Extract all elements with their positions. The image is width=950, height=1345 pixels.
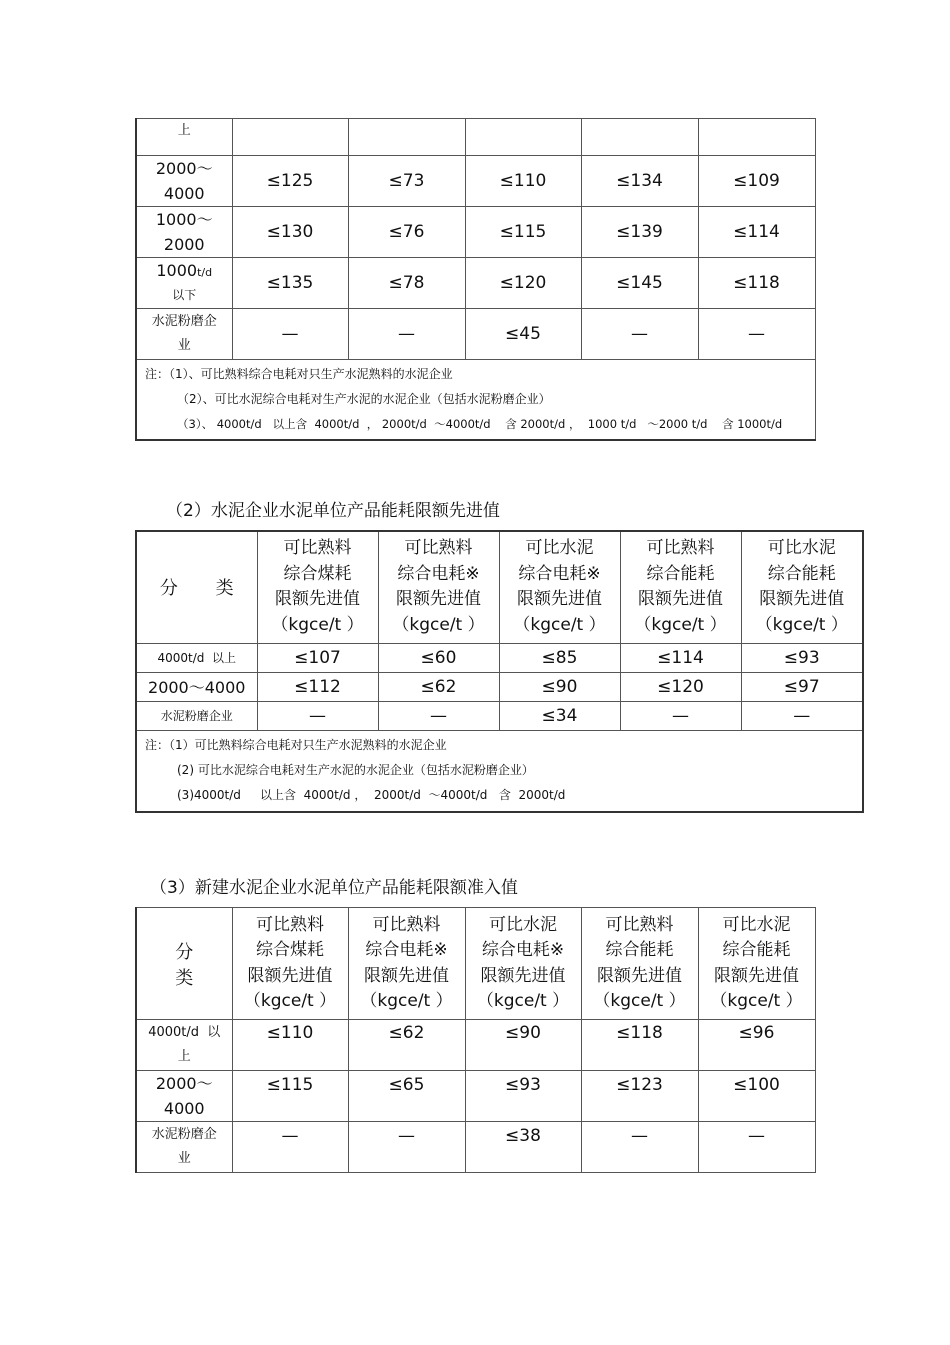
table-2-advanced-values bbox=[135, 530, 864, 813]
table-cell: ≤115 bbox=[465, 207, 581, 258]
table-cell: ≤134 bbox=[581, 156, 698, 207]
table-cell: ≤34 bbox=[499, 701, 620, 730]
table-row bbox=[136, 207, 815, 258]
table-notes bbox=[136, 730, 863, 812]
table-cell: ≤65 bbox=[348, 1071, 465, 1122]
table-cell: ≤109 bbox=[698, 156, 815, 207]
table-row bbox=[136, 1071, 815, 1122]
table-cell: ≤62 bbox=[348, 1020, 465, 1071]
column-header: 可比水泥 综合能耗 限额先进值 （kgce/t ） bbox=[698, 908, 815, 1020]
table-notes bbox=[136, 360, 815, 440]
table-cell: — bbox=[698, 1122, 815, 1173]
table-row bbox=[136, 156, 815, 207]
row-category: 1000t/d 以下 bbox=[136, 258, 232, 309]
table-cell: ≤120 bbox=[620, 672, 741, 701]
table-cell: ≤123 bbox=[581, 1071, 698, 1122]
table-cell: ≤145 bbox=[581, 258, 698, 309]
note-line: （2）、可比水泥综合电耗对生产水泥的水泥企业（包括水泥粉磨企业） bbox=[177, 392, 551, 406]
table-1-continuation bbox=[135, 118, 816, 441]
table-cell bbox=[581, 119, 698, 156]
note-line: （3）、 4000t/d 以上含 4000t/d ， 2000t/d ～4000t/d 含 2000t/d ， 1000 t/d ～2000 t/d 含 1000t/d bbox=[177, 417, 783, 431]
table-cell: — bbox=[741, 701, 863, 730]
note-line: 注：（1）可比熟料综合电耗对只生产水泥熟料的水泥企业 bbox=[145, 737, 447, 752]
table-row bbox=[136, 1122, 815, 1173]
table-row bbox=[136, 119, 815, 156]
table-cell: — bbox=[581, 309, 698, 360]
table-row bbox=[136, 672, 863, 701]
table-cell: ≤45 bbox=[465, 309, 581, 360]
table-cell: — bbox=[378, 701, 499, 730]
row-category: 2000～ 4000 bbox=[136, 156, 232, 207]
table-cell: ≤107 bbox=[257, 643, 378, 672]
table-cell: ≤114 bbox=[620, 643, 741, 672]
table-cell: ≤38 bbox=[465, 1122, 581, 1173]
table-cell: ≤139 bbox=[581, 207, 698, 258]
table-cell: — bbox=[620, 701, 741, 730]
table-cell: ≤60 bbox=[378, 643, 499, 672]
table-notes-row bbox=[136, 360, 815, 440]
table-row bbox=[136, 643, 863, 672]
row-category: 水泥粉磨企 业 bbox=[136, 1122, 232, 1173]
table-cell: ≤130 bbox=[232, 207, 348, 258]
category-header: 分 类 bbox=[136, 908, 232, 1020]
row-category: 上 bbox=[136, 119, 232, 156]
table-row bbox=[136, 258, 815, 309]
row-category: 2000～4000 bbox=[136, 672, 257, 701]
table-row bbox=[136, 309, 815, 360]
table-cell bbox=[232, 119, 348, 156]
table-cell: ≤62 bbox=[378, 672, 499, 701]
row-category: 4000t/d 以 上 bbox=[136, 1020, 232, 1071]
table-row bbox=[136, 1020, 815, 1071]
table-row bbox=[136, 701, 863, 730]
row-category: 2000～ 4000 bbox=[136, 1071, 232, 1122]
column-header: 可比熟料 综合煤耗 限额先进值 （kgce/t ） bbox=[257, 531, 378, 643]
note-line: 注：（1）、可比熟料综合电耗对只生产水泥熟料的水泥企业 bbox=[145, 367, 453, 381]
table-cell: ≤97 bbox=[741, 672, 863, 701]
column-header: 可比熟料 综合煤耗 限额先进值 （kgce/t ） bbox=[232, 908, 348, 1020]
table-cell: — bbox=[698, 309, 815, 360]
row-category: 1000～ 2000 bbox=[136, 207, 232, 258]
table-cell: — bbox=[232, 1122, 348, 1173]
table-cell bbox=[698, 119, 815, 156]
table-cell: ≤118 bbox=[698, 258, 815, 309]
table-cell: ≤114 bbox=[698, 207, 815, 258]
table-cell: ≤135 bbox=[232, 258, 348, 309]
table-3-caption: （3）新建水泥企业水泥单位产品能耗限额准入值 bbox=[150, 878, 518, 898]
category-header: 分 类 bbox=[136, 531, 257, 643]
column-header: 可比熟料 综合能耗 限额先进值 （kgce/t ） bbox=[581, 908, 698, 1020]
table-cell: — bbox=[232, 309, 348, 360]
table-header-row bbox=[136, 908, 815, 1020]
table-cell: ≤115 bbox=[232, 1071, 348, 1122]
table-cell: ≤110 bbox=[465, 156, 581, 207]
table-header-row bbox=[136, 531, 863, 643]
table-cell: ≤78 bbox=[348, 258, 465, 309]
table-cell bbox=[348, 119, 465, 156]
column-header: 可比水泥 综合电耗※ 限额先进值 （kgce/t ） bbox=[499, 531, 620, 643]
row-category: 水泥粉磨企 业 bbox=[136, 309, 232, 360]
table-2-caption: （2）水泥企业水泥单位产品能耗限额先进值 bbox=[166, 501, 500, 521]
table-cell: ≤85 bbox=[499, 643, 620, 672]
column-header: 可比水泥 综合电耗※ 限额先进值 （kgce/t ） bbox=[465, 908, 581, 1020]
table-cell: ≤110 bbox=[232, 1020, 348, 1071]
table-cell: ≤112 bbox=[257, 672, 378, 701]
table-cell: ≤90 bbox=[465, 1020, 581, 1071]
table-cell: — bbox=[348, 1122, 465, 1173]
table-cell: ≤93 bbox=[465, 1071, 581, 1122]
table-cell: ≤100 bbox=[698, 1071, 815, 1122]
table-cell: ≤118 bbox=[581, 1020, 698, 1071]
table-cell bbox=[465, 119, 581, 156]
row-category: 4000t/d 以上 bbox=[136, 643, 257, 672]
table-cell: — bbox=[348, 309, 465, 360]
table-cell: ≤96 bbox=[698, 1020, 815, 1071]
column-header: 可比熟料 综合能耗 限额先进值 （kgce/t ） bbox=[620, 531, 741, 643]
column-header: 可比熟料 综合电耗※ 限额先进值 （kgce/t ） bbox=[378, 531, 499, 643]
table-cell: ≤73 bbox=[348, 156, 465, 207]
note-line: (2) 可比水泥综合电耗对生产水泥的水泥企业（包括水泥粉磨企业） bbox=[177, 762, 534, 777]
column-header: 可比水泥 综合能耗 限额先进值 （kgce/t ） bbox=[741, 531, 863, 643]
table-cell: ≤90 bbox=[499, 672, 620, 701]
table-cell: — bbox=[257, 701, 378, 730]
row-category: 水泥粉磨企业 bbox=[136, 701, 257, 730]
column-header: 可比熟料 综合电耗※ 限额先进值 （kgce/t ） bbox=[348, 908, 465, 1020]
table-cell: ≤120 bbox=[465, 258, 581, 309]
table-cell: ≤125 bbox=[232, 156, 348, 207]
table-cell: — bbox=[581, 1122, 698, 1173]
table-cell: ≤76 bbox=[348, 207, 465, 258]
table-cell: ≤93 bbox=[741, 643, 863, 672]
table-3-entry-values bbox=[135, 907, 816, 1173]
note-line: (3)4000t/d 以上含 4000t/d ， 2000t/d ～4000t/d 含 2000t/d bbox=[177, 787, 566, 802]
table-notes-row bbox=[136, 730, 863, 812]
